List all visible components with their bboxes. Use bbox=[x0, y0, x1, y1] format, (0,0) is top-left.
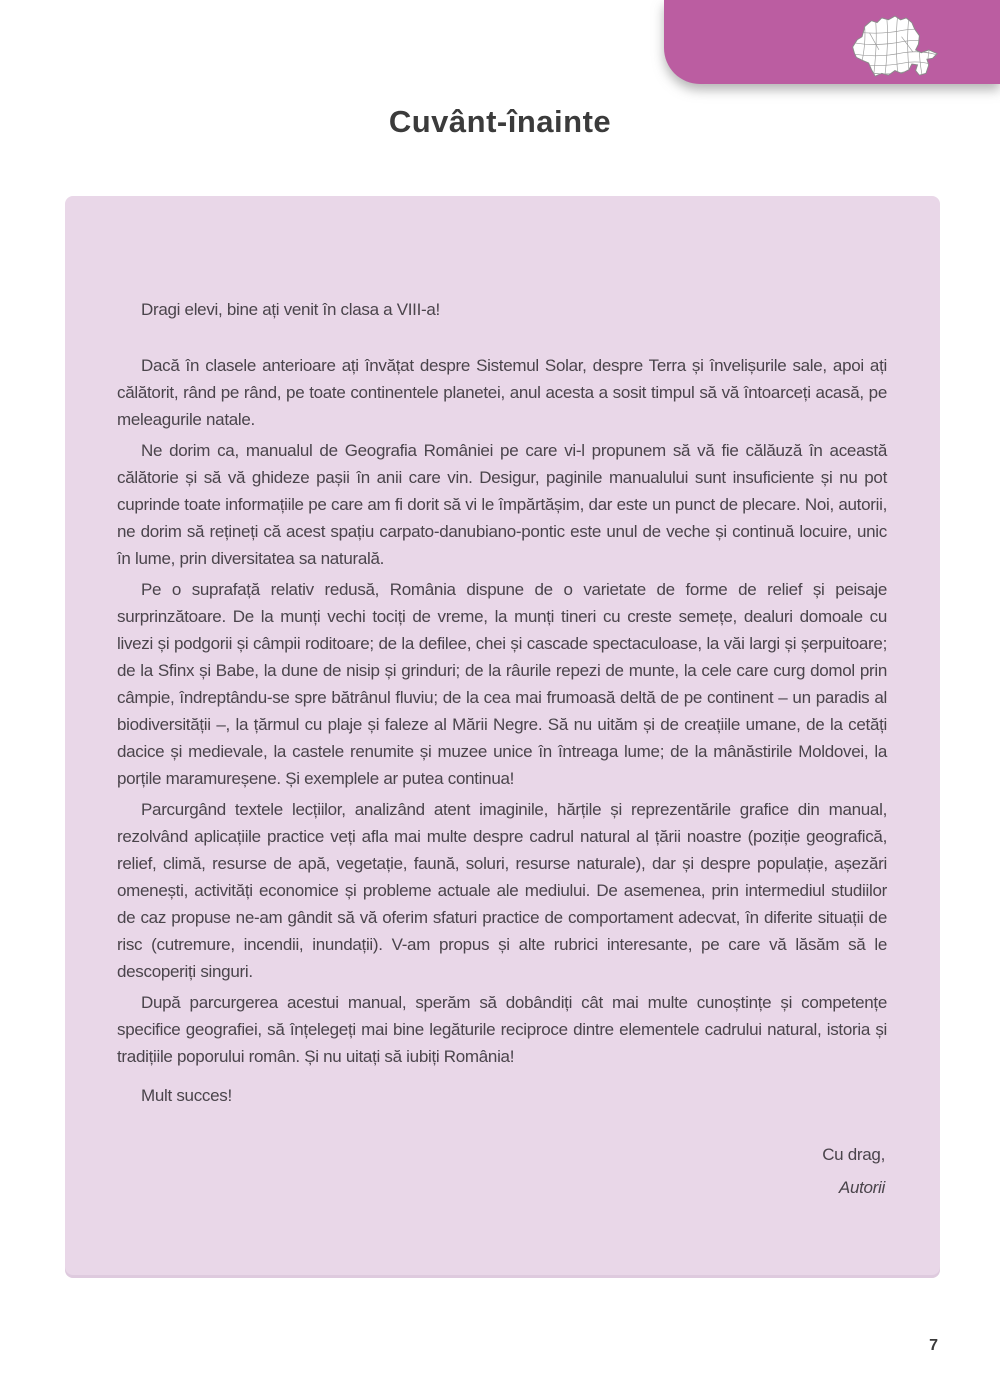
foreword-paragraph: După parcurgerea acestui manual, sperăm să dobândiți cât mai multe cunoștințe și competențe specifice geografiei, să înțelegeți mai bine legăturile reciproce dintre elementele cadrului natural, istoria și tradițiile poporului român. Și nu uitați să iubiți România! bbox=[117, 993, 887, 1066]
greeting-text: Dragi elevi, bine ați venit în clasa a VIII-a! bbox=[141, 300, 440, 319]
page-number: 7 bbox=[929, 1337, 938, 1354]
foreword-paragraph: Parcurgând textele lecțiilor, analizând atent imaginile, hărțile și reprezentările grafice din manual, rezolvând aplicațiile practice veți afla mai multe despre cadrul natural al țării noastre (poziție geografică, relief, climă, resurse de apă, vegetație, faună, soluri, resurse naturale), dar și despre populație, așezări omenești, activități economice și probleme actuale ale mediului. De asemenea, prin intermediul studiilor de caz propuse ne-am gândit să vă oferim sfaturi practice de comportament adecvat, în diferite situații de risc (cutremure, incendii, inundații). V-am propus și alte rubrici interesante, pe care vă lăsăm să le descoperiți singuri. bbox=[117, 800, 887, 981]
signoff-text: Cu drag, bbox=[822, 1145, 885, 1164]
foreword-paragraph: Ne dorim ca, manualul de Geografia României pe care vi-l propunem să vă fie călăuză în această călătorie și să vă ghideze pașii în anii care vin. Desigur, paginile manualului sunt insuficiente și nu pot cuprinde toate informațiile pe care am fi dorit să vi le împărtășim, dar este un punct de plecare. Noi, autorii, ne dorim să rețineți că acest spațiu carpato-danubiano-pontic este unul de veche și continuă locuire, unic în lume, prin diversitatea sa naturală. bbox=[117, 441, 887, 568]
foreword-panel bbox=[65, 196, 940, 1278]
romania-counties-map-icon bbox=[847, 10, 941, 86]
author-signature: Autorii bbox=[838, 1178, 885, 1197]
foreword-paragraphs bbox=[117, 352, 887, 1070]
page-title: Cuvânt-înainte bbox=[388, 104, 612, 139]
chapter-header-band bbox=[664, 0, 1000, 84]
closing-text: Mult succes! bbox=[141, 1086, 232, 1105]
foreword-paragraph: Dacă în clasele anterioare ați învățat despre Sistemul Solar, despre Terra și învelișurile sale, apoi ați călătorit, rând pe rând, pe toate continentele planetei, anul acesta a sosit timpul să vă întoarceți acasă, pe meleagurile natale. bbox=[117, 356, 887, 429]
foreword-paragraph: Pe o suprafață relativ redusă, România dispune de o varietate de forme de relief și peisaje surprinzătoare. De la munți vechi tociți de vreme, la munți tineri cu creste semețe, dealuri domoale cu livezi și podgorii și câmpii roditoare; de la defilee, chei și cascade spectaculoase, la văi largi și șerpuitoare; de la Sfinx și Babe, la dune de nisip și grinduri; de la râurile repezi de munte, la cele care curg domol prin câmpie, îndreptându-se spre bătrânul fluviu; de la cea mai frumoasă deltă de pe continent – un paradis al biodiversității –, la țărmul cu plaje și faleze al Mării Negre. Să nu uităm și de creațiile umane, de la cetăți dacice și medievale, la castele renumite și muzee unice în întreaga lume; de la mânăstirile Moldovei, la porțile maramureșene. Și exemplele ar putea continua! bbox=[117, 580, 887, 788]
